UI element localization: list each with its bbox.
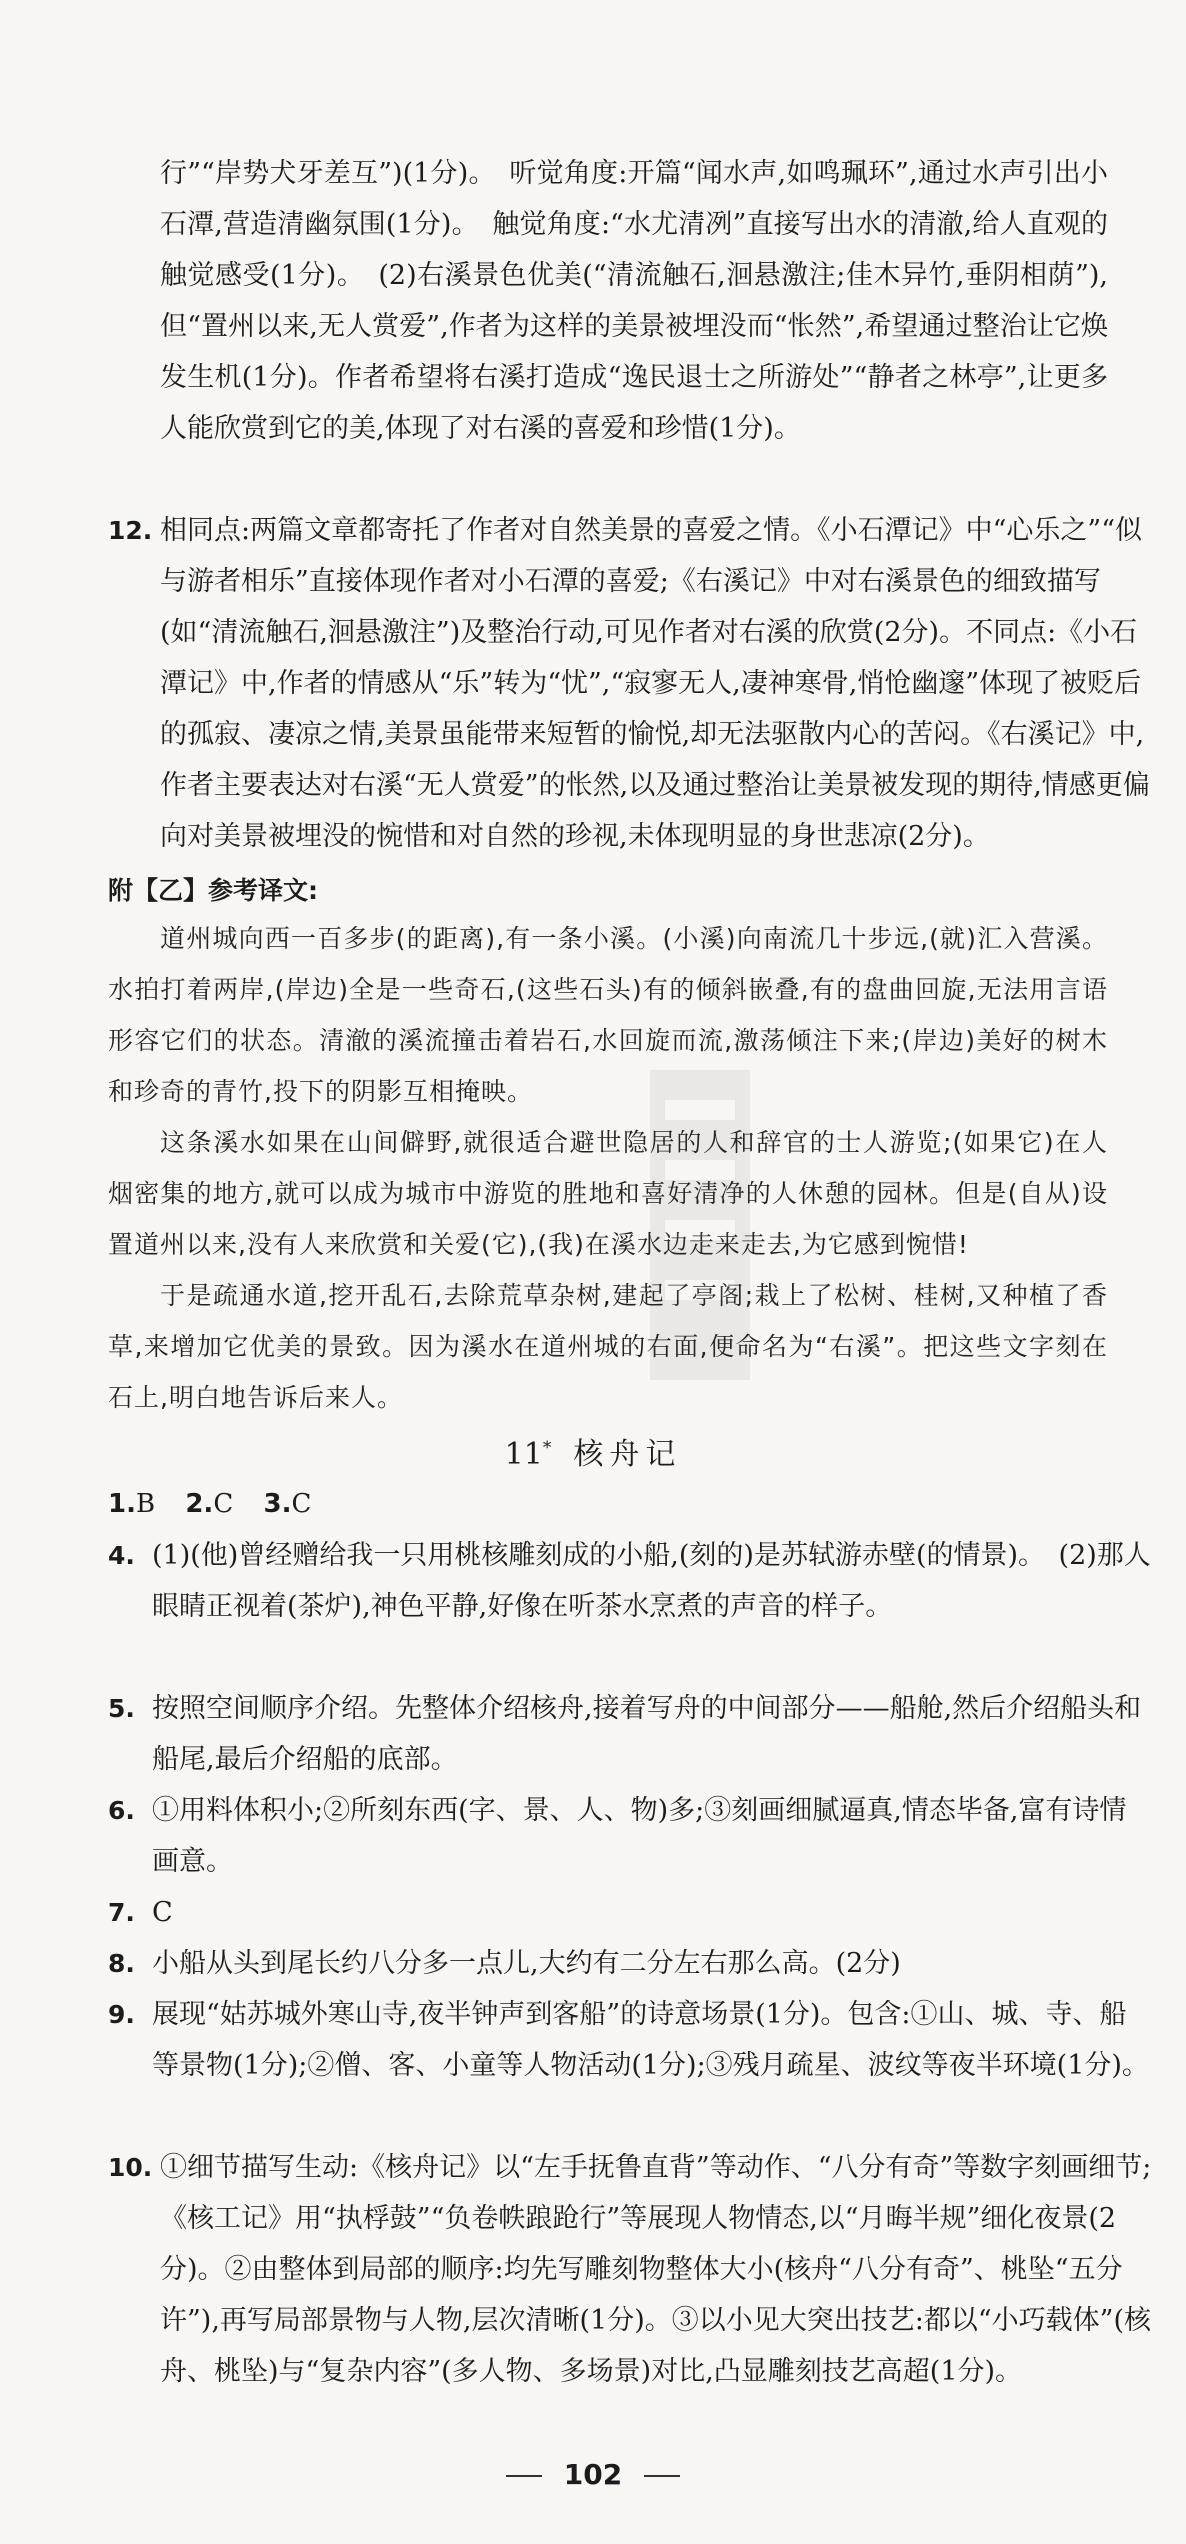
answer-6: 6. ①用料体积小;②所刻东西(字、景、人、物)多;③刻画细腻逼真,情态毕备,富有诗情画意。	[108, 1795, 1127, 1877]
answer-9: 9. 展现“姑苏城外寒山寺,夜半钟声到客船”的诗意场景(1分)。包含:①山、城、寺、船等景物(1分);②僧、客、小童等人物活动(1分);③残月疏星、波纹等夜半环境(1分)。	[108, 1999, 1149, 2081]
translation-paragraph: 这条溪水如果在山间僻野,就很适合避世隐居的人和辞官的士人游览;(如果它)在人烟密集的地方,就可以成为城市中游览的胜地和喜好清净的人休憩的园林。但是(自从)设置道州以来,没有人来欣赏和关爱(它),(我)在溪水边走来走去,为它感到惋惜!	[108, 1128, 1108, 1259]
answer-10: 10. ①细节描写生动:《核舟记》以“左手抚鲁直背”等动作、“八分有奇”等数字刻画细节;《核工记》用“执桴鼓”“负卷帙踉跄行”等展现人物情态,以“月晦半规”细化夜景(2分)。②由整体到局部的顺序:均先写雕刻物整体大小(核舟“八分有奇”、桃坠“五分许”),再写局部景物与人物,层次清晰(1分)。③以小见大突出技艺:都以“小巧载体”(核舟、桃坠)与“复杂内容”(多人物、多场景)对比,凸显雕刻技艺高超(1分)。	[108, 2152, 1152, 2387]
translation-paragraph: 于是疏通水道,挖开乱石,去除荒草杂树,建起了亭阁;栽上了松树、桂树,又种植了香草,来增加它优美的景致。因为溪水在道州城的右面,便命名为“右溪”。把这些文字刻在石上,明白地告诉后来人。	[108, 1281, 1108, 1412]
question-number: 12.	[108, 516, 153, 545]
answer-4: 4. (1)(他)曾经赠给我一只用桃核雕刻成的小船,(刻的)是苏轼游赤壁(的情景)。 (2)那人眼睛正视着(茶炉),神色平静,好像在听茶水烹煮的声音的样子。	[108, 1540, 1151, 1622]
answer-7: 7. C	[108, 1897, 173, 1928]
page-number: 102	[563, 2458, 623, 2491]
mc-answer: 3.C	[263, 1489, 312, 1519]
page-footer	[0, 2455, 1186, 2495]
section-mark: *	[542, 1438, 552, 1458]
reference-translation	[108, 913, 1108, 1423]
answer-8: 8. 小船从头到尾长约八分多一点儿,大约有二分左右那么高。(2分)	[108, 1948, 901, 1979]
footer-rule-right	[644, 2475, 680, 2477]
section-name: 核舟记	[573, 1437, 682, 1472]
mc-answers	[108, 1484, 333, 1524]
translation-paragraph: 道州城向西一百多步(的距离),有一条小溪。(小溪)向南流几十步远,(就)汇入营溪。水拍打着两岸,(岸边)全是一些奇石,(这些石头)有的倾斜嵌叠,有的盘曲回旋,无法用言语形容它们的状态。清澈的溪流撞击着岩石,水回旋而流,激荡倾注下来;(岸边)美好的树木和珍奇的青竹,投下的阴影互相掩映。	[108, 924, 1108, 1106]
appendix-title: 附【乙】参考译文:	[108, 876, 318, 905]
prev-answer-continuation: 行”“岸势犬牙差互”)(1分)。 听觉角度:开篇“闻水声,如鸣珮环”,通过水声引出小石潭,营造清幽氛围(1分)。 触觉角度:“水尤清冽”直接写出水的清澈,给人直观的触觉感受(1分)。 (2)右溪景色优美(“清流触石,洄悬激注;佳木异竹,垂阴相荫”),但“置州以来,无人赏爱”,作者为这样的美景被埋没而“怅然”,希望通过整治让它焕发生机(1分)。作者希望将右溪打造成“逸民退士之所游处”“静者之林亭”,让更多人能欣赏到它的美,体现了对右溪的喜爱和珍惜(1分)。	[160, 158, 1108, 444]
mc-answer: 1.B	[108, 1489, 156, 1519]
mc-answer: 2.C	[185, 1489, 234, 1519]
answer-5: 5. 按照空间顺序介绍。先整体介绍核舟,接着写舟的中间部分——船舱,然后介绍船头和船尾,最后介绍船的底部。	[108, 1693, 1142, 1775]
answer-text: 相同点:两篇文章都寄托了作者对自然美景的喜爱之情。《小石潭记》中“心乐之”“似与游者相乐”直接体现作者对小石潭的喜爱;《右溪记》中对右溪景色的细致描写(如“清流触石,洄悬激注”)及整治行动,可见作者对右溪的欣赏(2分)。不同点:《小石潭记》中,作者的情感从“乐”转为“忧”,“寂寥无人,凄神寒骨,悄怆幽邃”体现了被贬后的孤寂、凄凉之情,美景虽能带来短暂的愉悦,却无法驱散内心的苦闷。《右溪记》中,作者主要表达对右溪“无人赏爱”的怅然,以及通过整治让美景被发现的期待,情感更偏向对美景被埋没的惋惜和对自然的珍视,未体现明显的身世悲凉(2分)。	[160, 515, 1150, 852]
section-title	[0, 1424, 1186, 1479]
section-number: 11	[504, 1437, 543, 1472]
watermark-graphic	[640, 1060, 760, 1390]
footer-rule-left	[506, 2475, 542, 2477]
answer-12	[108, 505, 1160, 862]
